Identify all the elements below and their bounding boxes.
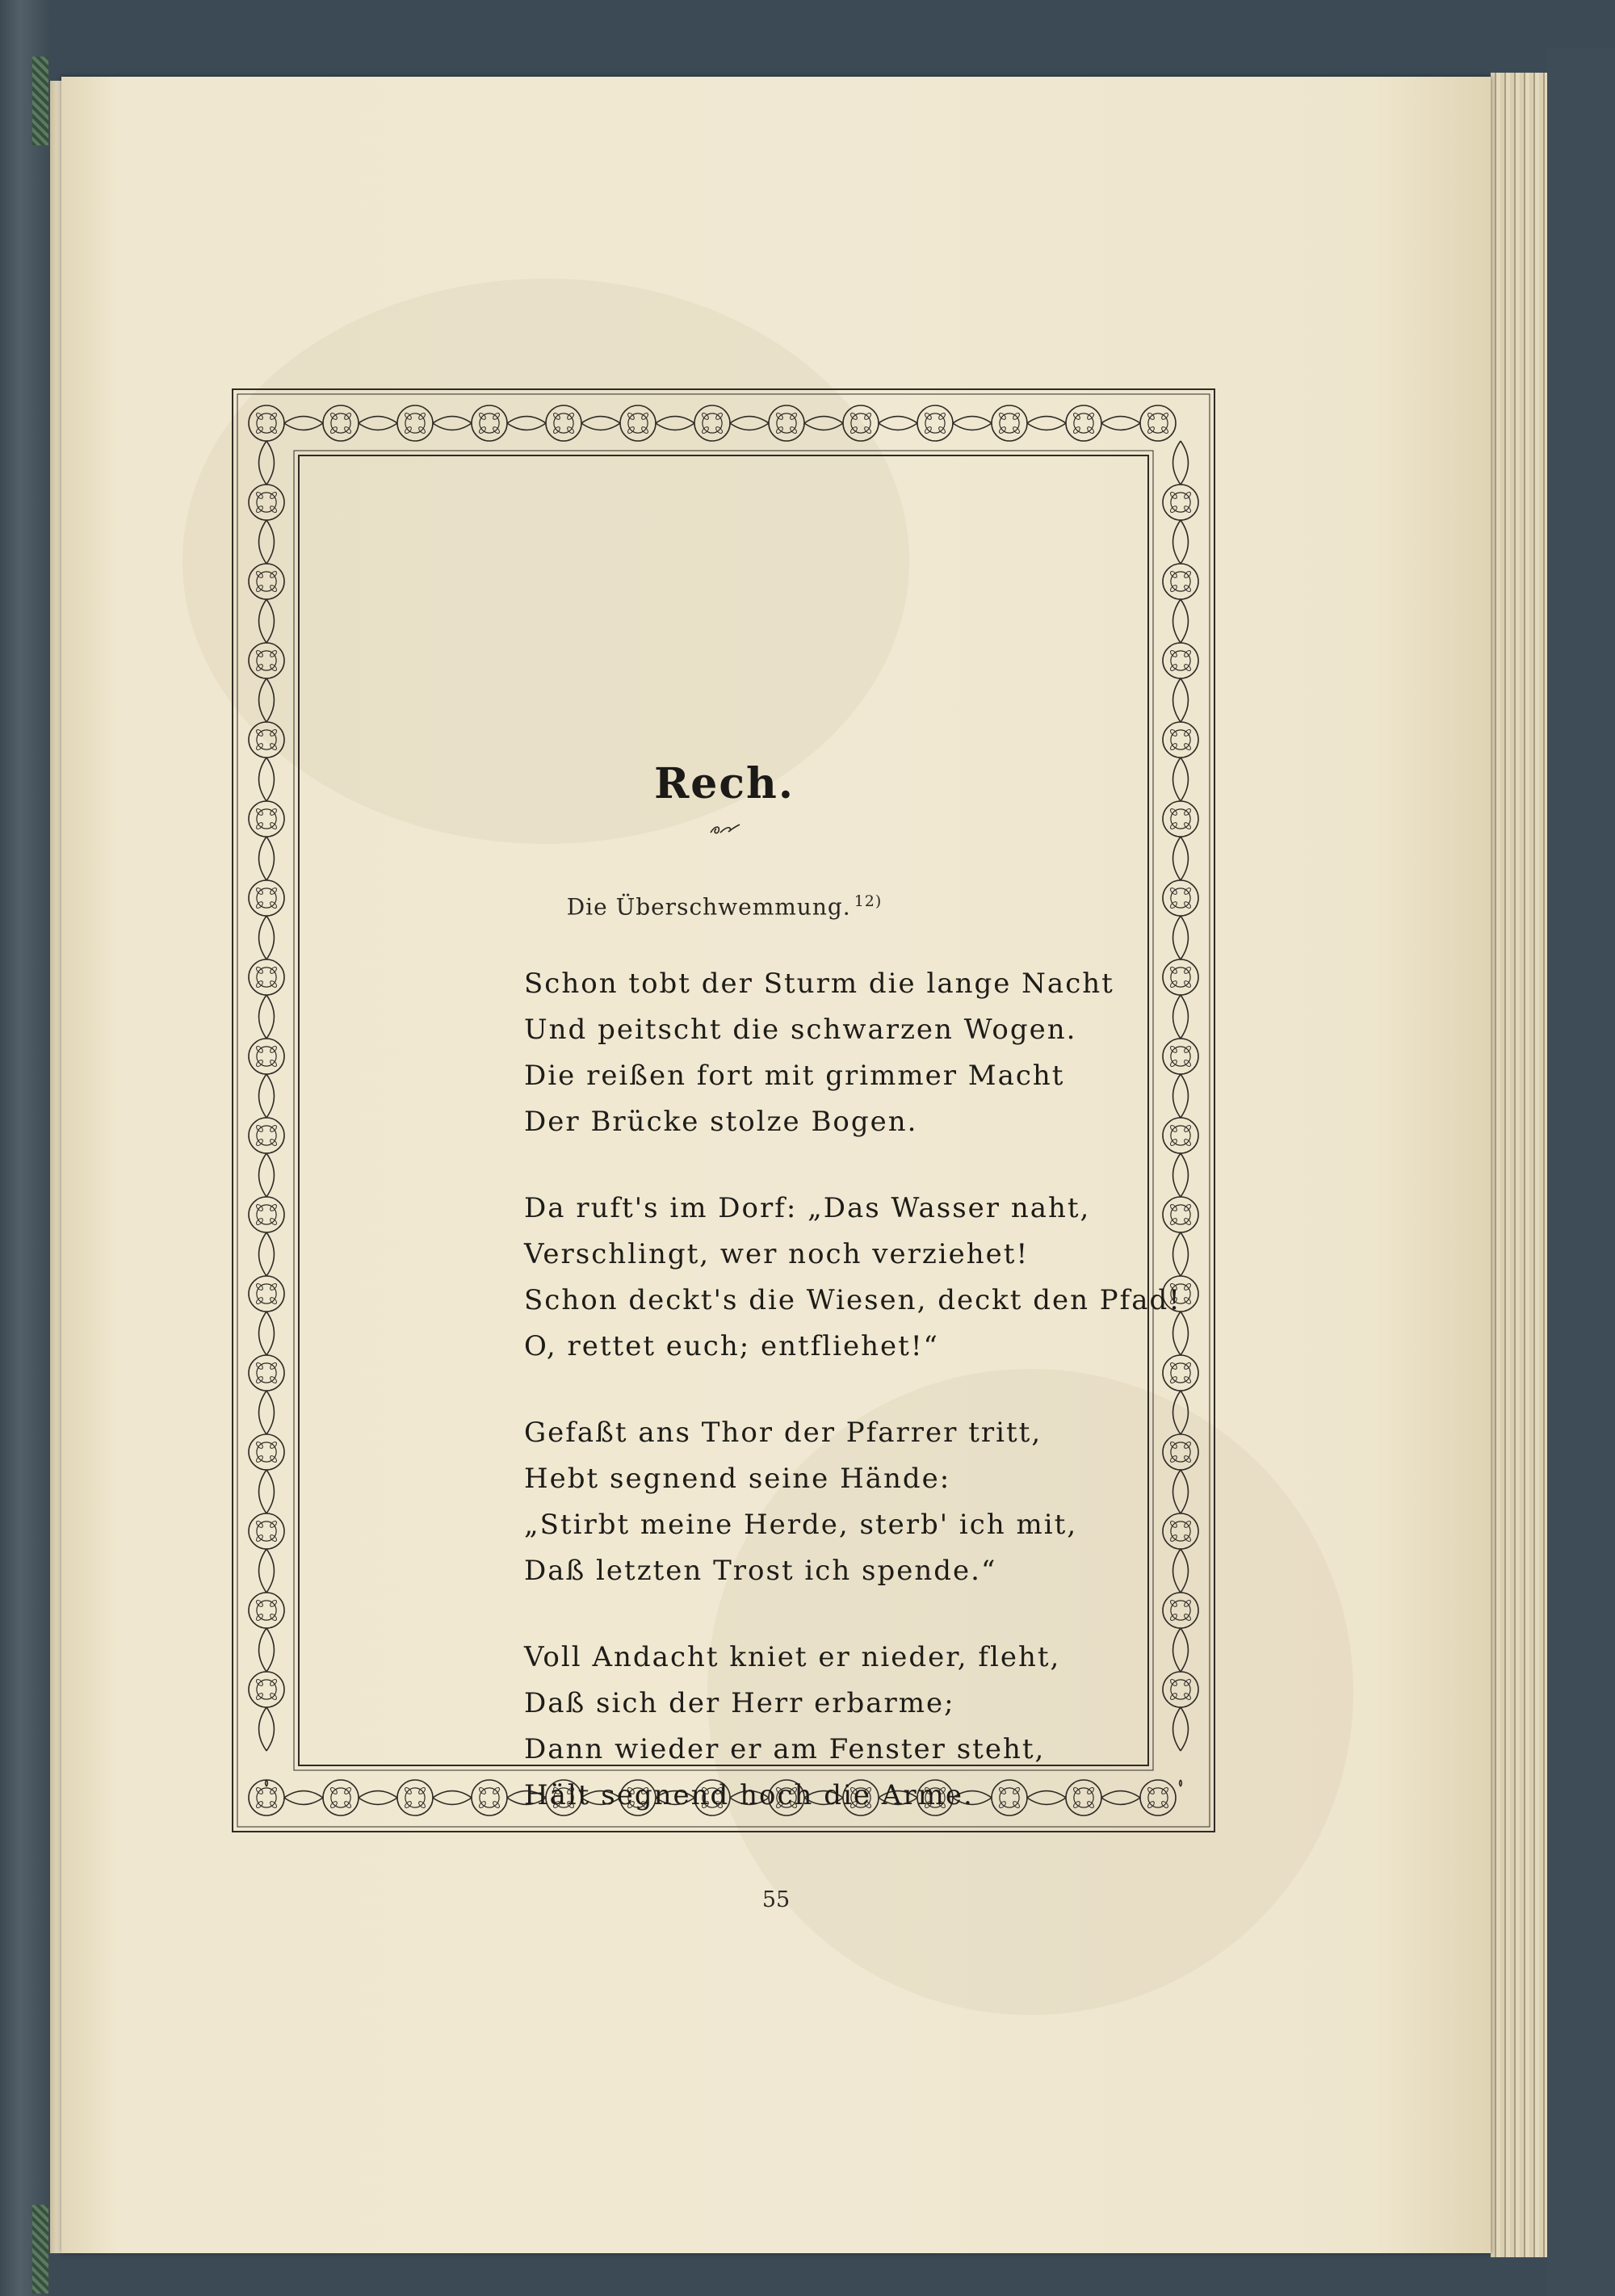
verse-line: Der Brücke stolze Bogen. (524, 1106, 918, 1138)
verse-line: Verschlingt, wer noch verziehet! (524, 1238, 1030, 1270)
stanza (524, 961, 1138, 1145)
verse-line: Und peitscht die schwarzen Wogen. (524, 1014, 1077, 1046)
stanza (524, 1410, 1138, 1594)
book-page (61, 77, 1491, 2253)
tailband (32, 2205, 48, 2294)
headband (32, 57, 48, 145)
verse-line: Da ruft's im Dorf: „Das Wasser naht, (524, 1192, 1091, 1224)
verse-line: Voll Andacht kniet er nieder, fleht, (524, 1641, 1061, 1673)
verse-line: Die reißen fort mit grimmer Macht (524, 1060, 1065, 1092)
flourish-ornament (709, 821, 741, 837)
verse-line: Hebt segnend seine Hände: (524, 1463, 951, 1495)
left-page-edge (50, 81, 61, 2253)
verse-line: Daß sich der Herr erbarme; (524, 1687, 955, 1719)
book-cover-left (0, 0, 50, 2296)
footnote-reference: 12) (854, 892, 883, 910)
verse-line: Schon tobt der Sturm die lange Nacht (524, 968, 1114, 1000)
page-stack-edges (1491, 73, 1547, 2257)
poem-body (524, 961, 1181, 1859)
verse-line: „Stirbt meine Herde, sterb' ich mit, (524, 1509, 1078, 1541)
page-number: 55 (761, 1887, 791, 1912)
poem-panel (299, 464, 1181, 1811)
verse-line: Daß letzten Trost ich spende.“ (524, 1555, 997, 1587)
verse-line: Hält segnend hoch die Arme. (524, 1779, 974, 1811)
verse-line: Dann wieder er am Fenster steht, (524, 1733, 1046, 1765)
verse-line: O, rettet euch; entfliehet!“ (524, 1330, 939, 1362)
subtitle-text: Die Überschwemmung. (566, 893, 851, 921)
poem-subtitle (299, 892, 1150, 920)
verse-line: Schon deckt's die Wiesen, deckt den Pfad! (524, 1284, 1181, 1316)
stanza (524, 1186, 1181, 1370)
book-cover-right (1547, 48, 1615, 2296)
verse-line: Gefaßt ans Thor der Pfarrer tritt, (524, 1417, 1042, 1449)
stanza (524, 1635, 1138, 1819)
poem-title: Rech. (654, 759, 795, 808)
